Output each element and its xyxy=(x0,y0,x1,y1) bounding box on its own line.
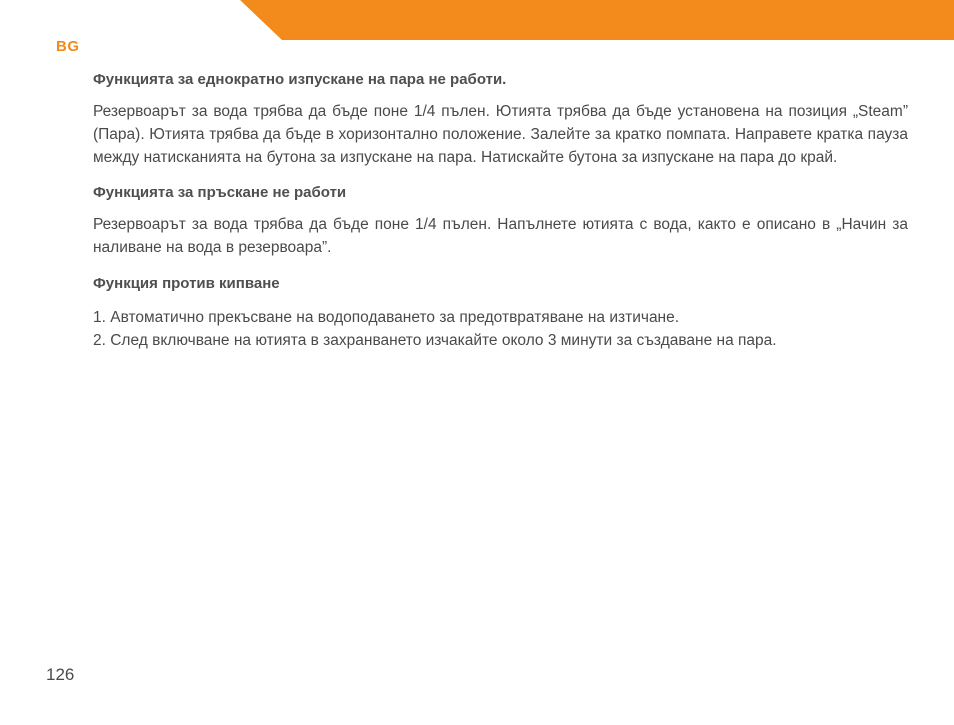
section-single-steam xyxy=(93,70,908,169)
section-heading: Функцията за пръскане не работи xyxy=(93,184,347,201)
page-number: 126 xyxy=(46,665,75,684)
section-body: Резервоарът за вода трябва да бъде поне 1/4 пълен. Напълнете ютията с вода, както е описано в „Начин за наливане на вода в резервоара”. xyxy=(93,216,908,256)
section-anti-boil xyxy=(93,274,908,352)
page-content xyxy=(93,70,908,352)
section-body: Резервоарът за вода трябва да бъде поне 1/4 пълен. Ютията трябва да бъде установена на позиция „Steam” (Пара). Ютията трябва да бъде в хоризонтално положение. Залейте за кратко помпата. Направете кратка пауза между натисканията на бутона за изпускане на пара. Натискайте бутона за изпускане на пара до край. xyxy=(93,103,908,166)
list-item: 1. Автоматично прекъсване на водоподаването за предотвратяване на изтичане. xyxy=(93,309,680,326)
language-tag: BG xyxy=(56,38,80,55)
section-heading: Функцията за еднократно изпускане на пара не работи. xyxy=(93,71,507,88)
orange-header-band xyxy=(0,0,954,40)
section-heading: Функция против кипване xyxy=(93,275,280,292)
section-spray xyxy=(93,183,908,259)
list-item: 2. След включване на ютията в захранването изчакайте около 3 минути за създаване на пара. xyxy=(93,332,777,349)
